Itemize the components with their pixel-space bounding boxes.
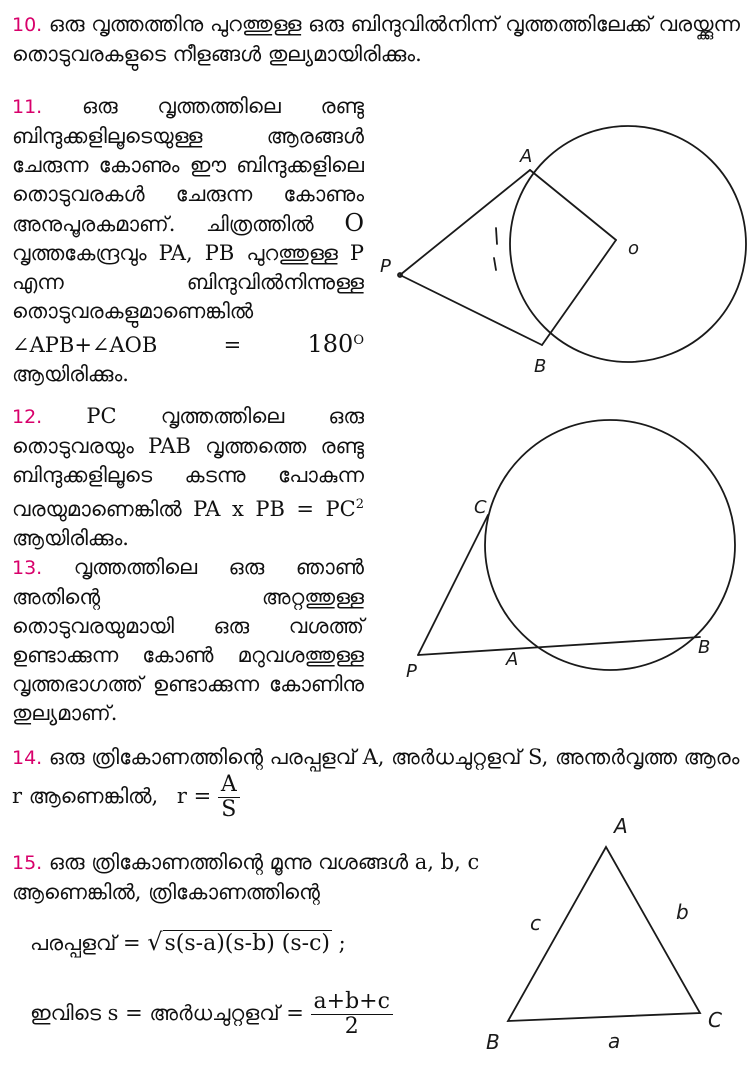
secant-figure (400, 425, 745, 685)
property-text: PC വൃത്തത്തിലെ ഒരു തൊടുവരയും PAB വൃത്തത്തെ രണ്ടു ബിന്ദുക്കളിലൂടെ കടന്നു പോകുന്ന വരയുമാണെങ്കിൽ PA x PB = PC (12, 404, 364, 521)
property-text: വൃത്തത്തിലെ ഒരു ഞാൺ അതിന്റെ അറ്റത്തുള്ള തൊടുവരയുമായി ഒരു വശത്ത് ഉണ്ടാക്കുന്ന കോൺ മറുവശത്തുള്ള വൃത്തഭാഗത്ത് ഉണ്ടാക്കുന്ന കോണിനു തുല്യമാണ്. (12, 555, 364, 725)
item-number: 12. (12, 406, 43, 428)
degree-value: 180 (307, 330, 354, 358)
area-label: പരപ്പളവ് = (30, 931, 148, 955)
area-formula (30, 928, 346, 956)
label-side-a: a (608, 1029, 621, 1053)
secant-pab (418, 637, 700, 655)
centre-symbol: O (344, 209, 364, 237)
property-13 (12, 553, 364, 728)
label-o: o (628, 238, 640, 259)
label-side-c: c (530, 911, 541, 935)
property-text-3: ആയിരിക്കും. (12, 362, 129, 386)
semicolon: ; (332, 931, 346, 955)
item-number: 11. (12, 96, 43, 118)
tangent-figure (370, 140, 740, 380)
semiperimeter-formula (30, 990, 393, 1039)
s-denominator: 2 (344, 1014, 359, 1039)
s-fraction (311, 990, 393, 1039)
label-p: P (380, 256, 391, 277)
item-number: 14. (12, 747, 43, 769)
label-a: A (506, 649, 519, 670)
radicand: s(s-a)(s-b) (s-c) (164, 931, 330, 956)
circle (485, 420, 735, 670)
property-text-2: വൃത്തകേന്ദ്രവും PA, PB പുറത്തുള്ള P എന്ന ബിന്ദുവിൽനിന്നുള്ള തൊടുവരകളുമാണെങ്കിൽ ∠APB+∠AOB = (12, 241, 364, 357)
label-b: B (698, 637, 711, 658)
formula-fraction (218, 773, 240, 822)
label-c: C (474, 497, 487, 518)
property-text: ഒരു ത്രികോണത്തിന്റെ മൂന്നു വശങ്ങൾ a, b, c ആണെങ്കിൽ, ത്രികോണത്തിന്റെ (12, 850, 480, 904)
property-text: ഒരു ത്രികോണത്തിന്റെ പരപ്പളവ് A, അർധചുറ്റളവ് S, അന്തർവൃത്ത ആരം r ആണെങ്കിൽ, (12, 745, 740, 808)
tangent-pb (400, 275, 542, 345)
label-b: B (534, 356, 547, 377)
item-number: 10. (12, 14, 43, 36)
radius-ob (542, 240, 616, 345)
property-text-2: ആയിരിക്കും. (12, 526, 129, 550)
label-side-b: b (676, 900, 689, 924)
label-a: A (520, 146, 533, 167)
triangle-figure (486, 805, 740, 1060)
property-10 (12, 10, 740, 69)
label-b-vertex: B (486, 1030, 500, 1054)
fraction-numerator: A (218, 773, 240, 798)
degree-sup: O (353, 333, 364, 348)
s-label: ഇവിടെ s = അർധചുറ്റളവ് = (30, 1001, 311, 1025)
square-sup: 2 (355, 497, 364, 512)
sqrt-sign: √ (147, 928, 163, 956)
fraction-denominator: S (221, 797, 237, 822)
formula-lhs: r = (176, 784, 212, 808)
item-number: 13. (12, 557, 43, 579)
radius-oa (530, 170, 616, 240)
tangent-pc (418, 515, 488, 655)
s-numerator: a+b+c (311, 990, 393, 1015)
label-c-vertex: C (708, 1008, 722, 1032)
angle-arc (494, 228, 497, 270)
property-text: ഒരു വൃത്തത്തിലെ രണ്ടു ബിന്ദുക്കളിലൂടെയുള്ള ആരങ്ങൾ ചേരുന്ന കോണും ഈ ബിന്ദുക്കളിലെ തൊടുവരകൾ ചേരുന്ന കോണും അനുപൂരകമാണ്. ചിത്രത്തിൽ (12, 94, 364, 236)
property-11 (12, 92, 364, 389)
item-number: 15. (12, 852, 43, 874)
property-15 (12, 848, 482, 907)
property-12 (12, 402, 364, 553)
label-p: P (406, 661, 417, 682)
label-a-vertex: A (614, 814, 628, 838)
property-text: ഒരു വൃത്തത്തിനു പുറത്തുള്ള ഒരു ബിന്ദുവിൽനിന്ന് വൃത്തത്തിലേക്ക് വരയ്ക്കുന്ന തൊടുവരകളുടെ നീളങ്ങൾ തുല്യമായിരിക്കും. (12, 12, 740, 66)
